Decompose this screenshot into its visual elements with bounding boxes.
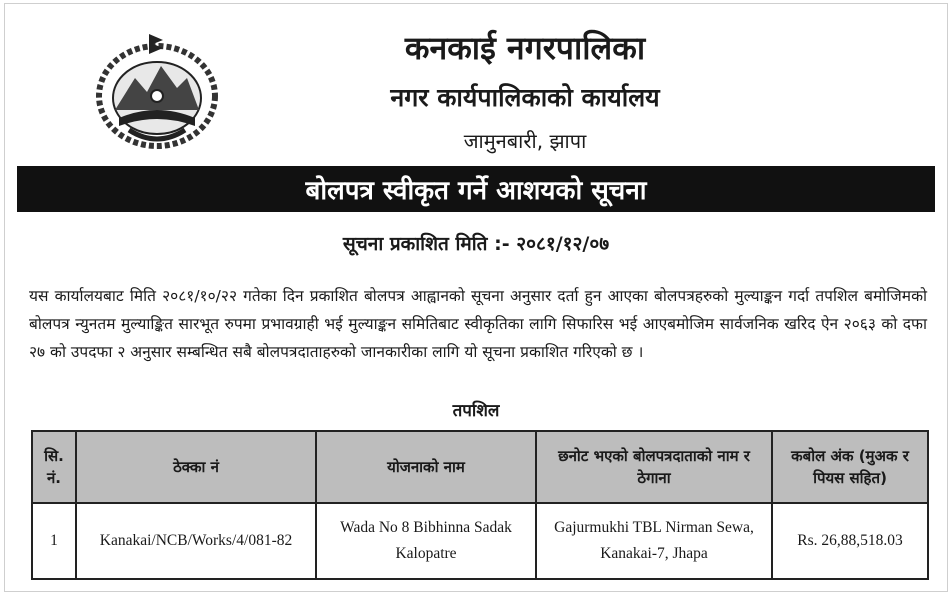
header-serial: सि. नं. — [32, 431, 76, 503]
published-date: सूचना प्रकाशित मिति :- २०८१/१२/०७ — [342, 233, 610, 255]
table-row — [32, 503, 928, 579]
office-address: जामुनबारी, झापा — [463, 129, 587, 153]
header-project-name: योजनाको नाम — [316, 431, 536, 503]
office-name: नगर कार्यपालिकाको कार्यालय — [390, 83, 660, 112]
header-bidder: छनोट भएको बोलपत्रदाताको नाम र ठेगाना — [536, 431, 772, 503]
details-heading: तपशिल — [452, 401, 500, 421]
header-bid-amount: कबोल अंक (मुअक र पियस सहित) — [772, 431, 928, 503]
cell-serial: 1 — [32, 503, 76, 579]
cell-bidder: Gajurmukhi TBL Nirman Sewa, Kanakai-7, Jhapa — [536, 503, 772, 579]
municipality-name: कनकाई नगरपालिका — [404, 29, 646, 67]
cell-contract-no: Kanakai/NCB/Works/4/081-82 — [76, 503, 316, 579]
header-contract-no: ठेक्का नं — [76, 431, 316, 503]
notice-page — [4, 3, 948, 592]
nepal-government-emblem-icon — [89, 26, 225, 158]
notice-title: बोलपत्र स्वीकृत गर्ने आशयको सूचना — [305, 176, 647, 206]
cell-project-name: Wada No 8 Bibhinna Sadak Kalopatre — [316, 503, 536, 579]
award-table — [31, 430, 929, 580]
notice-title-bar — [17, 166, 935, 212]
table-header-row — [32, 431, 928, 503]
notice-body: यस कार्यालयबाट मिति २०८१/१०/२२ गतेका दिन प्रकाशित बोलपत्र आह्वानको सूचना अनुसार दर्ता हुन आएका बोलपत्रहरुको मुल्याङ्कन गर्दा तपशिल बमोजिमको बोलपत्र न्युनतम मुल्याङ्कित सारभूत रुपमा प्रभावग्राही भई मुल्याङ्कन समितिबाट स्वीकृतिका लागि सिफारिस भई आएबमोजिम सार्वजनिक खरिद ऐन २०६३ को दफा २७ को उपदफा २ अनुसार सम्बन्धित सबै बोलपत्रदाताहरुको जानकारीका लागि यो सूचना प्रकाशित गरिएको छ । — [29, 286, 927, 361]
cell-bid-amount: Rs. 26,88,518.03 — [772, 503, 928, 579]
